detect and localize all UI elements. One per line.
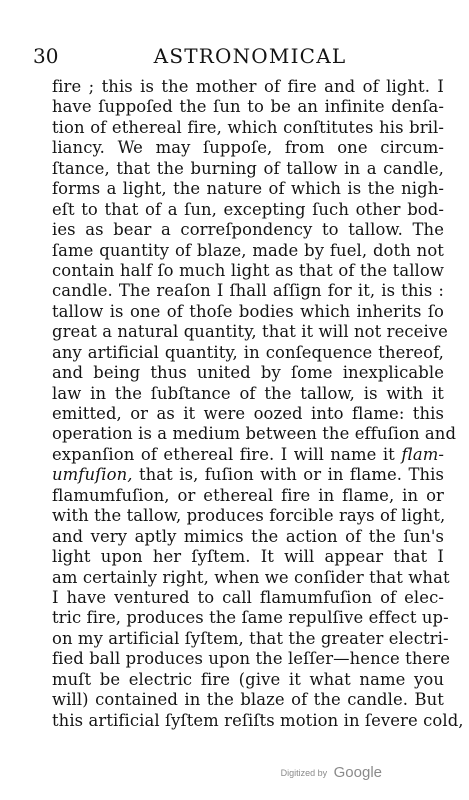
- text-line: am certainly right, when we conſider that what: [52, 567, 450, 587]
- text-line: [52, 445, 444, 465]
- text-line: candle. The reaſon I ſhall aſſign for it, is this :: [52, 281, 444, 301]
- text-line: fire ; this is the mother of fire and of light. I: [52, 77, 444, 96]
- watermark-prefix: Digitized by: [280, 767, 328, 778]
- text-line: light upon her ſyſtem. It will appear that I: [52, 547, 444, 567]
- text-line: will) contained in the blaze of the candle. But: [52, 690, 444, 710]
- text-line: muſt be electric fire (give it what name you: [52, 669, 444, 689]
- text-line: contain half ſo much light as that of the tallow: [52, 260, 444, 280]
- text-line: tallow is one of thoſe bodies which inherits ſo: [52, 301, 444, 321]
- italic-term: umfuſion,: [52, 465, 133, 485]
- italic-term: flam-: [401, 444, 444, 464]
- text-line: any artificial quantity, in conſequence thereof,: [52, 342, 444, 362]
- text-line-segment: expanſion of ethereal fire. I will name it: [52, 444, 395, 464]
- text-line: ies as bear a correſpondency to tallow. The: [52, 220, 444, 240]
- text-line: great a natural quantity, that it will not receive: [52, 322, 448, 342]
- watermark-brand: Google: [333, 764, 382, 782]
- text-line: law in the ſubſtance of the tallow, is with it: [52, 383, 444, 403]
- running-head: ASTRONOMICAL: [153, 44, 347, 68]
- text-line: [52, 465, 444, 485]
- text-line: with the tallow, produces forcible rays of light,: [52, 506, 446, 526]
- text-line: fied ball produces upon the leſſer—hence there: [52, 649, 451, 669]
- body-text: [52, 77, 464, 731]
- text-line: liancy. We may ſuppoſe, from one circum-: [52, 138, 444, 158]
- text-line: eſt to that of a ſun, excepting ſuch other bod-: [52, 199, 444, 219]
- digitized-watermark: [281, 764, 382, 782]
- text-line-segment: that is, fuſion with or in flame. This: [138, 465, 444, 485]
- text-line: ſame quantity of blaze, made by fuel, doth not: [52, 240, 444, 260]
- text-line: and being thus united by ſome inexplicable: [52, 363, 444, 383]
- text-line: ſtance, that the burning of tallow in a candle,: [52, 158, 444, 178]
- text-line: emitted, or as it were oozed into flame: this: [52, 404, 444, 423]
- text-line: tion of ethereal fire, which conſtitutes his bril-: [52, 117, 444, 137]
- text-line: have ſuppoſed the ſun to be an infinite denſa-: [52, 97, 444, 117]
- text-line: flamumfuſion, or ethereal fire in flame, in or: [52, 485, 444, 505]
- page-number: 30: [33, 44, 59, 68]
- text-line: I have ventured to call flamumfuſion of elec-: [52, 587, 444, 607]
- text-line: forms a light, the nature of which is the nigh-: [52, 179, 444, 199]
- text-line: and very aptly mimics the action of the ſun's: [52, 526, 444, 546]
- text-line: tric fire, produces the ſame repulſive effect up-: [52, 608, 449, 628]
- text-line: operation is a medium between the effuſion and: [52, 424, 457, 444]
- text-line: on my artificial ſyſtem, that the greater electri-: [52, 628, 449, 648]
- text-line: this artificial ſyſtem reſiſts motion in ſevere cold,: [52, 710, 464, 730]
